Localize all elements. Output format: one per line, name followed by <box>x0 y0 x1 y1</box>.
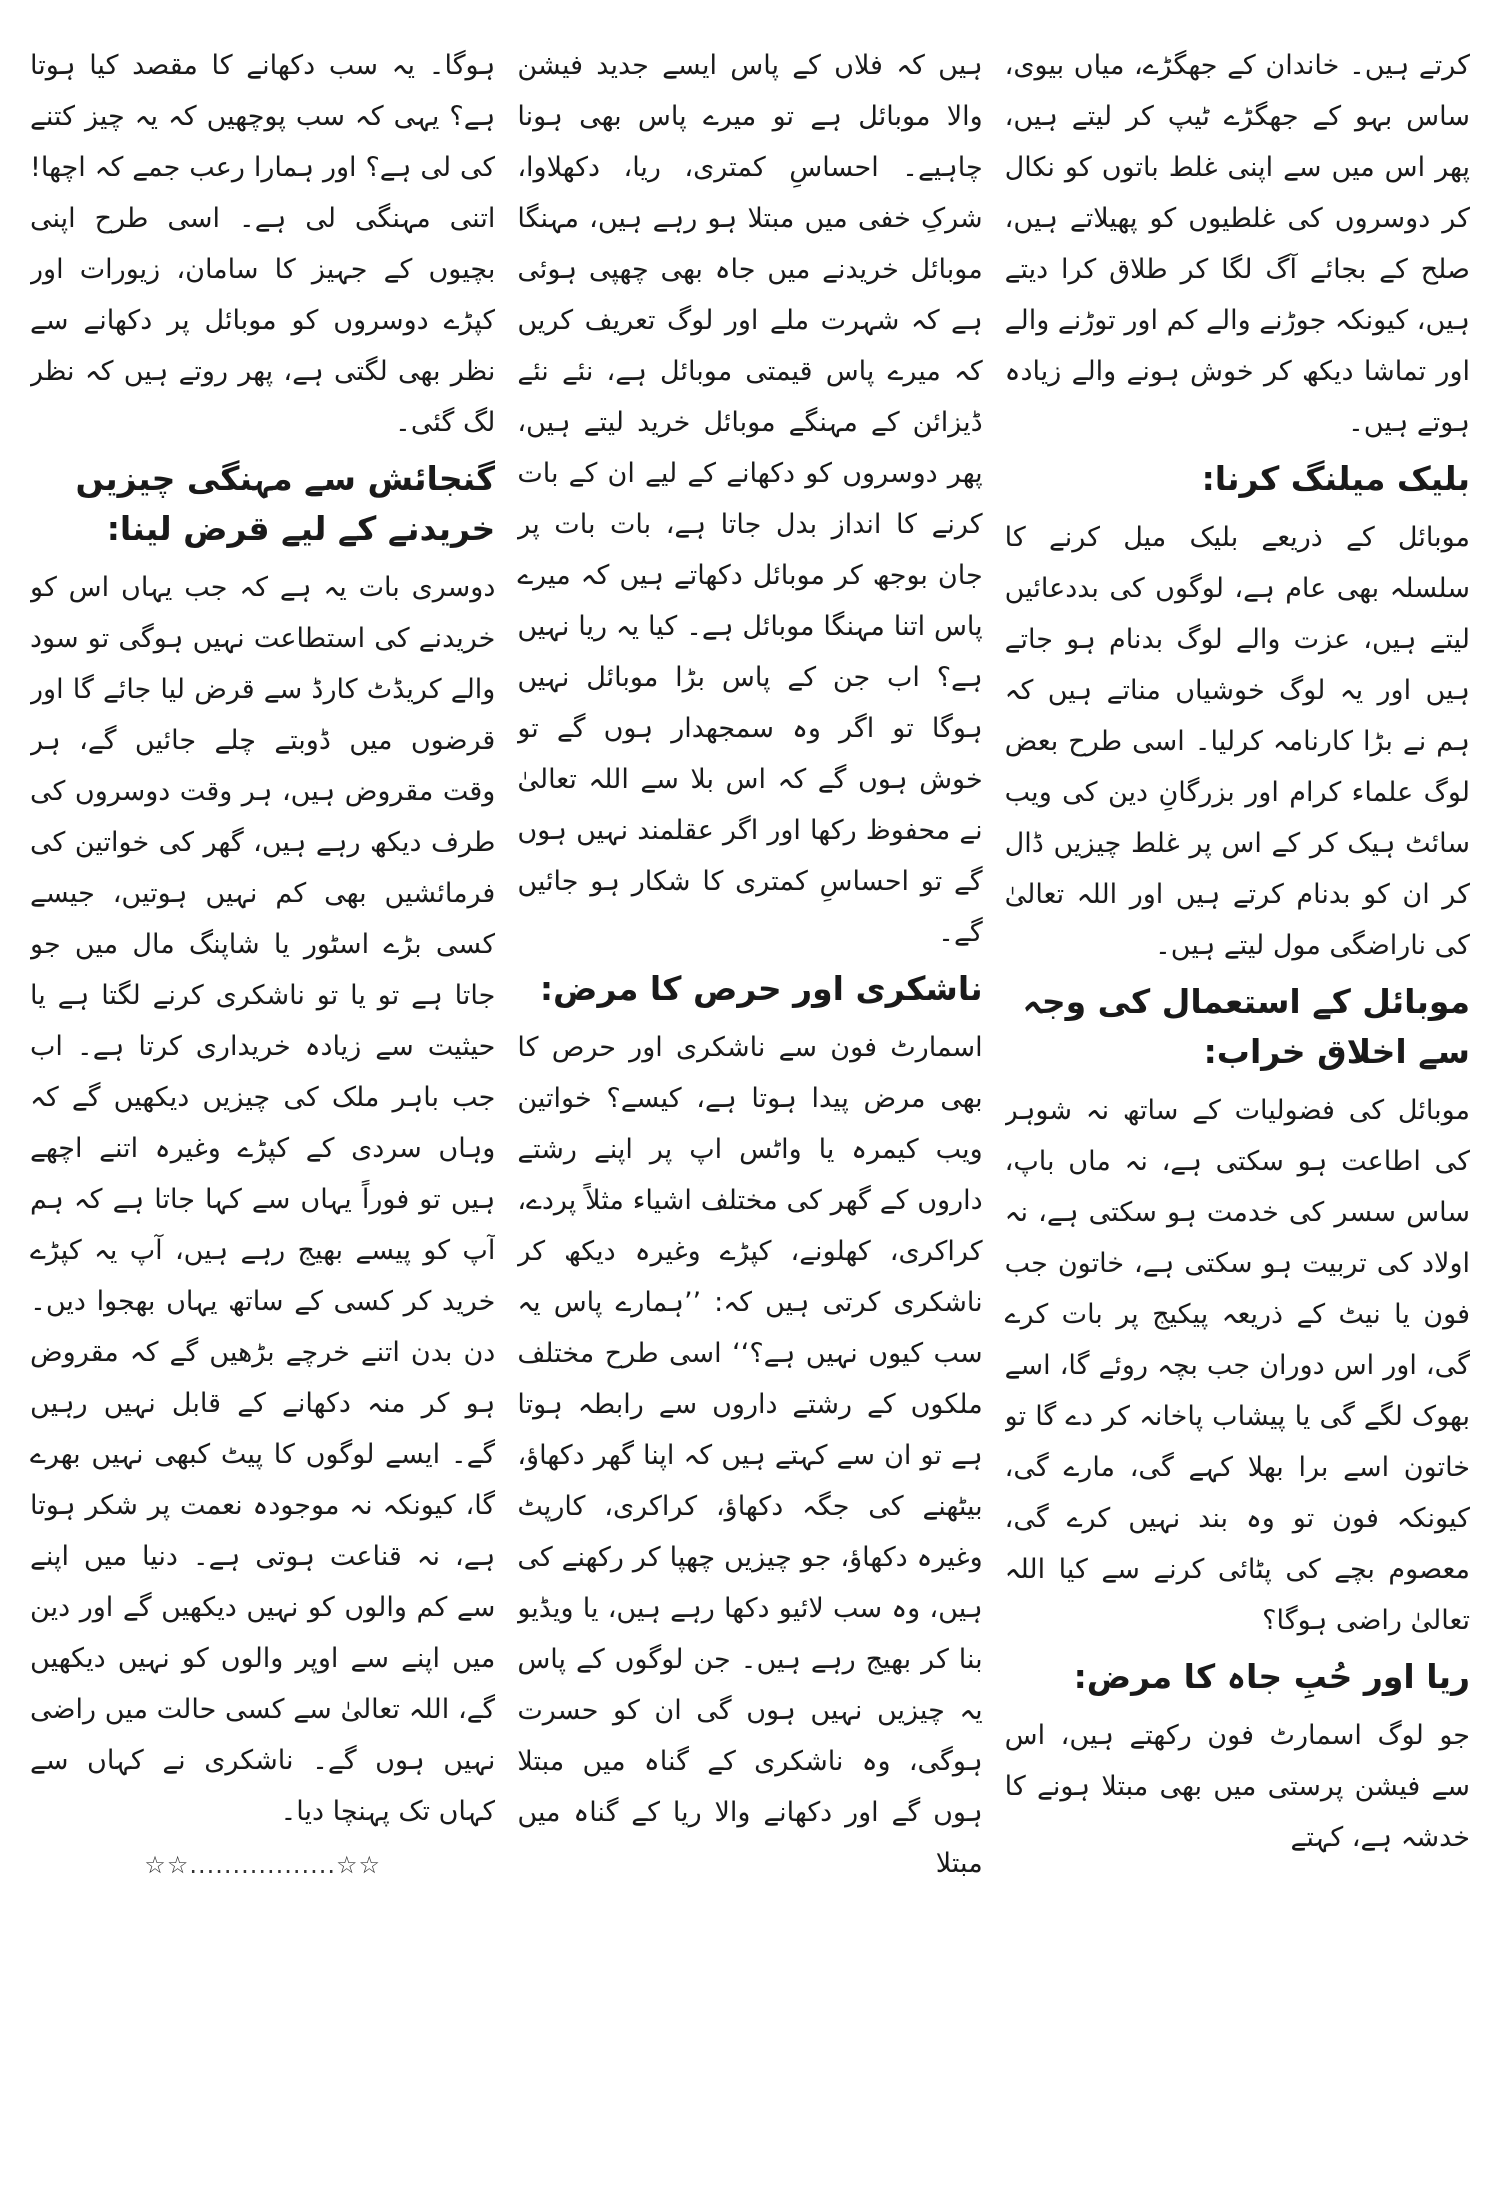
paragraph: موبائل کے ذریعے بلیک میل کرنے کا سلسلہ بھی عام ہے، لوگوں کی بددعائیں لیتے ہیں، عزت والے لوگ بدنام ہو جاتے ہیں اور یہ لوگ خوشیاں مناتے ہیں کہ ہم نے بڑا کارنامہ کرلیا۔ اسی طرح بعض لوگ علماء کرام اور بزرگانِ دین کی ویب سائٹ ہیک کر کے اس پر غلط چیزیں ڈال کر ان کو بدنام کرتے ہیں اور اللہ تعالیٰ کی ناراضگی مول لیتے ہیں۔ <box>1004 522 1470 961</box>
paragraph: کرتے ہیں۔ خاندان کے جھگڑے، میاں بیوی، ساس بہو کے جھگڑے ٹیپ کر لیتے ہیں، پھر اس میں سے اپنی غلط باتوں کو نکال کر دوسروں کی غلطیوں کو پھیلاتے ہیں، صلح کے بجائے آگ لگا کر طلاق کرا دیتے ہیں، کیونکہ جوڑنے والے کم اور توڑنے والے اور تماشا دیکھ کر خوش ہونے والے زیادہ ہوتے ہیں۔ <box>1004 50 1470 438</box>
section-heading: ناشکری اور حرص کا مرض: <box>539 969 983 1008</box>
paragraph: دوسری بات یہ ہے کہ جب یہاں اس کو خریدنے کی استطاعت نہیں ہوگی تو سود والے کریڈٹ کارڈ سے قرض لیا جائے گا اور قرضوں میں ڈوبتے چلے جائیں گے، ہر وقت مقروض ہیں، ہر وقت دوسروں کی طرف دیکھ رہے ہیں، گھر کی خواتین کی فرمائشیں بھی کم نہیں ہوتیں، جیسے کسی بڑے اسٹور یا شاپنگ مال میں جو جاتا ہے تو یا تو ناشکری کرنے لگتا ہے یا حیثیت سے زیادہ خریداری کرتا ہے۔ اب جب باہر ملک کی چیزیں دیکھیں گے کہ وہاں سردی کے کپڑے وغیرہ اتنے اچھے ہیں تو فوراً یہاں سے کہا جاتا ہے کہ ہم آپ کو پیسے بھیج رہے ہیں، آپ یہ کپڑے خرید کر کسی کے ساتھ یہاں بھجوا دیں۔ دن بدن اتنے خرچے بڑھیں گے کہ مقروض ہو کر منہ دکھانے کے قابل نہیں رہیں گے۔ ایسے لوگوں کا پیٹ کبھی نہیں بھرے گا، کیونکہ نہ موجودہ نعمت پر شکر ہوتا ہے، نہ قناعت ہوتی ہے۔ دنیا میں اپنے سے کم والوں کو نہیں دیکھیں گے اور دین میں اپنے سے اوپر والوں کو نہیں دیکھیں گے، اللہ تعالیٰ سے کسی حالت میں راضی نہیں ہوں گے۔ ناشکری نے کہاں سے کہاں تک پہنچا دیا۔ <box>30 572 496 1827</box>
column-middle <box>517 40 982 2170</box>
column-right <box>1005 40 1470 2170</box>
column-left <box>30 40 495 2170</box>
paragraph: موبائل کی فضولیات کے ساتھ نہ شوہر کی اطاعت ہو سکتی ہے، نہ ماں باپ، ساس سسر کی خدمت ہو سکتی ہے، نہ اولاد کی تربیت ہو سکتی ہے، خاتون جب فون یا نیٹ کے ذریعہ پیکیج پر بات کرے گی، اور اس دوران جب بچہ روئے گا، اسے بھوک لگے گی یا پیشاب پاخانہ کر دے گا تو خاتون اسے برا بھلا کہے گی، مارے گی، کیونکہ فون تو وہ بند نہیں کرے گی، معصوم بچے کی پٹائی کرنے سے کیا اللہ تعالیٰ راضی ہوگا؟ <box>1004 1095 1470 1636</box>
paragraph: ہوگا۔ یہ سب دکھانے کا مقصد کیا ہوتا ہے؟ یہی کہ سب پوچھیں کہ یہ چیز کتنے کی لی ہے؟ اور ہمارا رعب جمے کہ اچھا! اتنی مہنگی لی ہے۔ اسی طرح اپنی بچیوں کے جہیز کا سامان، زیورات اور کپڑے دوسروں کو موبائل پر دکھانے سے نظر بھی لگتی ہے، پھر روتے ہیں کہ نظر لگ گئی۔ <box>30 50 496 438</box>
section-heading: گنجائش سے مہنگی چیزیں خریدنے کے لیے قرض لینا: <box>75 459 496 548</box>
paragraph: ہیں کہ فلاں کے پاس ایسے جدید فیشن والا موبائل ہے تو میرے پاس بھی ہونا چاہیے۔ احساسِ کمتری، ریا، دکھلاوا، شرکِ خفی میں مبتلا ہو رہے ہیں، مہنگا موبائل خریدنے میں جاہ بھی چھپی ہوئی ہے کہ شہرت ملے اور لوگ تعریف کریں کہ میرے پاس قیمتی موبائل ہے، نئے نئے ڈیزائن کے مہنگے موبائل خرید لیتے ہیں، پھر دوسروں کو دکھانے کے لیے ان کے بات کرنے کا انداز بدل جاتا ہے، بات بات پر جان بوجھ کر موبائل دکھاتے ہیں کہ میرے پاس اتنا مہنگا موبائل ہے۔ کیا یہ ریا نہیں ہے؟ اب جن کے پاس بڑا موبائل نہیں ہوگا تو اگر وہ سمجھدار ہوں گے تو خوش ہوں گے کہ اس بلا سے اللہ تعالیٰ نے محفوظ رکھا اور اگر عقلمند نہیں ہوں گے تو احساسِ کمتری کا شکار ہو جائیں گے۔ <box>517 50 983 948</box>
section-heading: موبائل کے استعمال کی وجہ سے اخلاق خراب: <box>1022 982 1470 1071</box>
paragraph: جو لوگ اسمارٹ فون رکھتے ہیں، اس سے فیشن پرستی میں بھی مبتلا ہونے کا خدشہ ہے، کہتے <box>1004 1720 1470 1853</box>
section-heading: ریا اور حُبِ جاہ کا مرض: <box>1073 1657 1470 1696</box>
section-heading: بلیک میلنگ کرنا: <box>1201 459 1470 498</box>
end-ornament: ☆☆.................☆☆ <box>144 1851 382 1879</box>
paragraph: اسمارٹ فون سے ناشکری اور حرص کا بھی مرض پیدا ہوتا ہے، کیسے؟ خواتین ویب کیمرہ یا واٹس اپ پر اپنے رشتے داروں کے گھر کی مختلف اشیاء مثلاً پردے، کراکری، کھلونے، کپڑے وغیرہ دیکھ کر ناشکری کرتی ہیں کہ: ’’ہمارے پاس یہ سب کیوں نہیں ہے؟‘‘ اسی طرح مختلف ملکوں کے رشتے داروں سے رابطہ ہوتا ہے تو ان سے کہتے ہیں کہ اپنا گھر دکھاؤ، بیٹھنے کی جگہ دکھاؤ، کراکری، کارپٹ وغیرہ دکھاؤ، جو چیزیں چھپا کر رکھنے کی ہیں، وہ سب لائیو دکھا رہے ہیں، یا ویڈیو بنا کر بھیج رہے ہیں۔ جن لوگوں کے پاس یہ چیزیں نہیں ہوں گی ان کو حسرت ہوگی، وہ ناشکری کے گناہ میں مبتلا ہوں گے اور دکھانے والا ریا کے گناہ میں مبتلا <box>517 1032 983 1879</box>
